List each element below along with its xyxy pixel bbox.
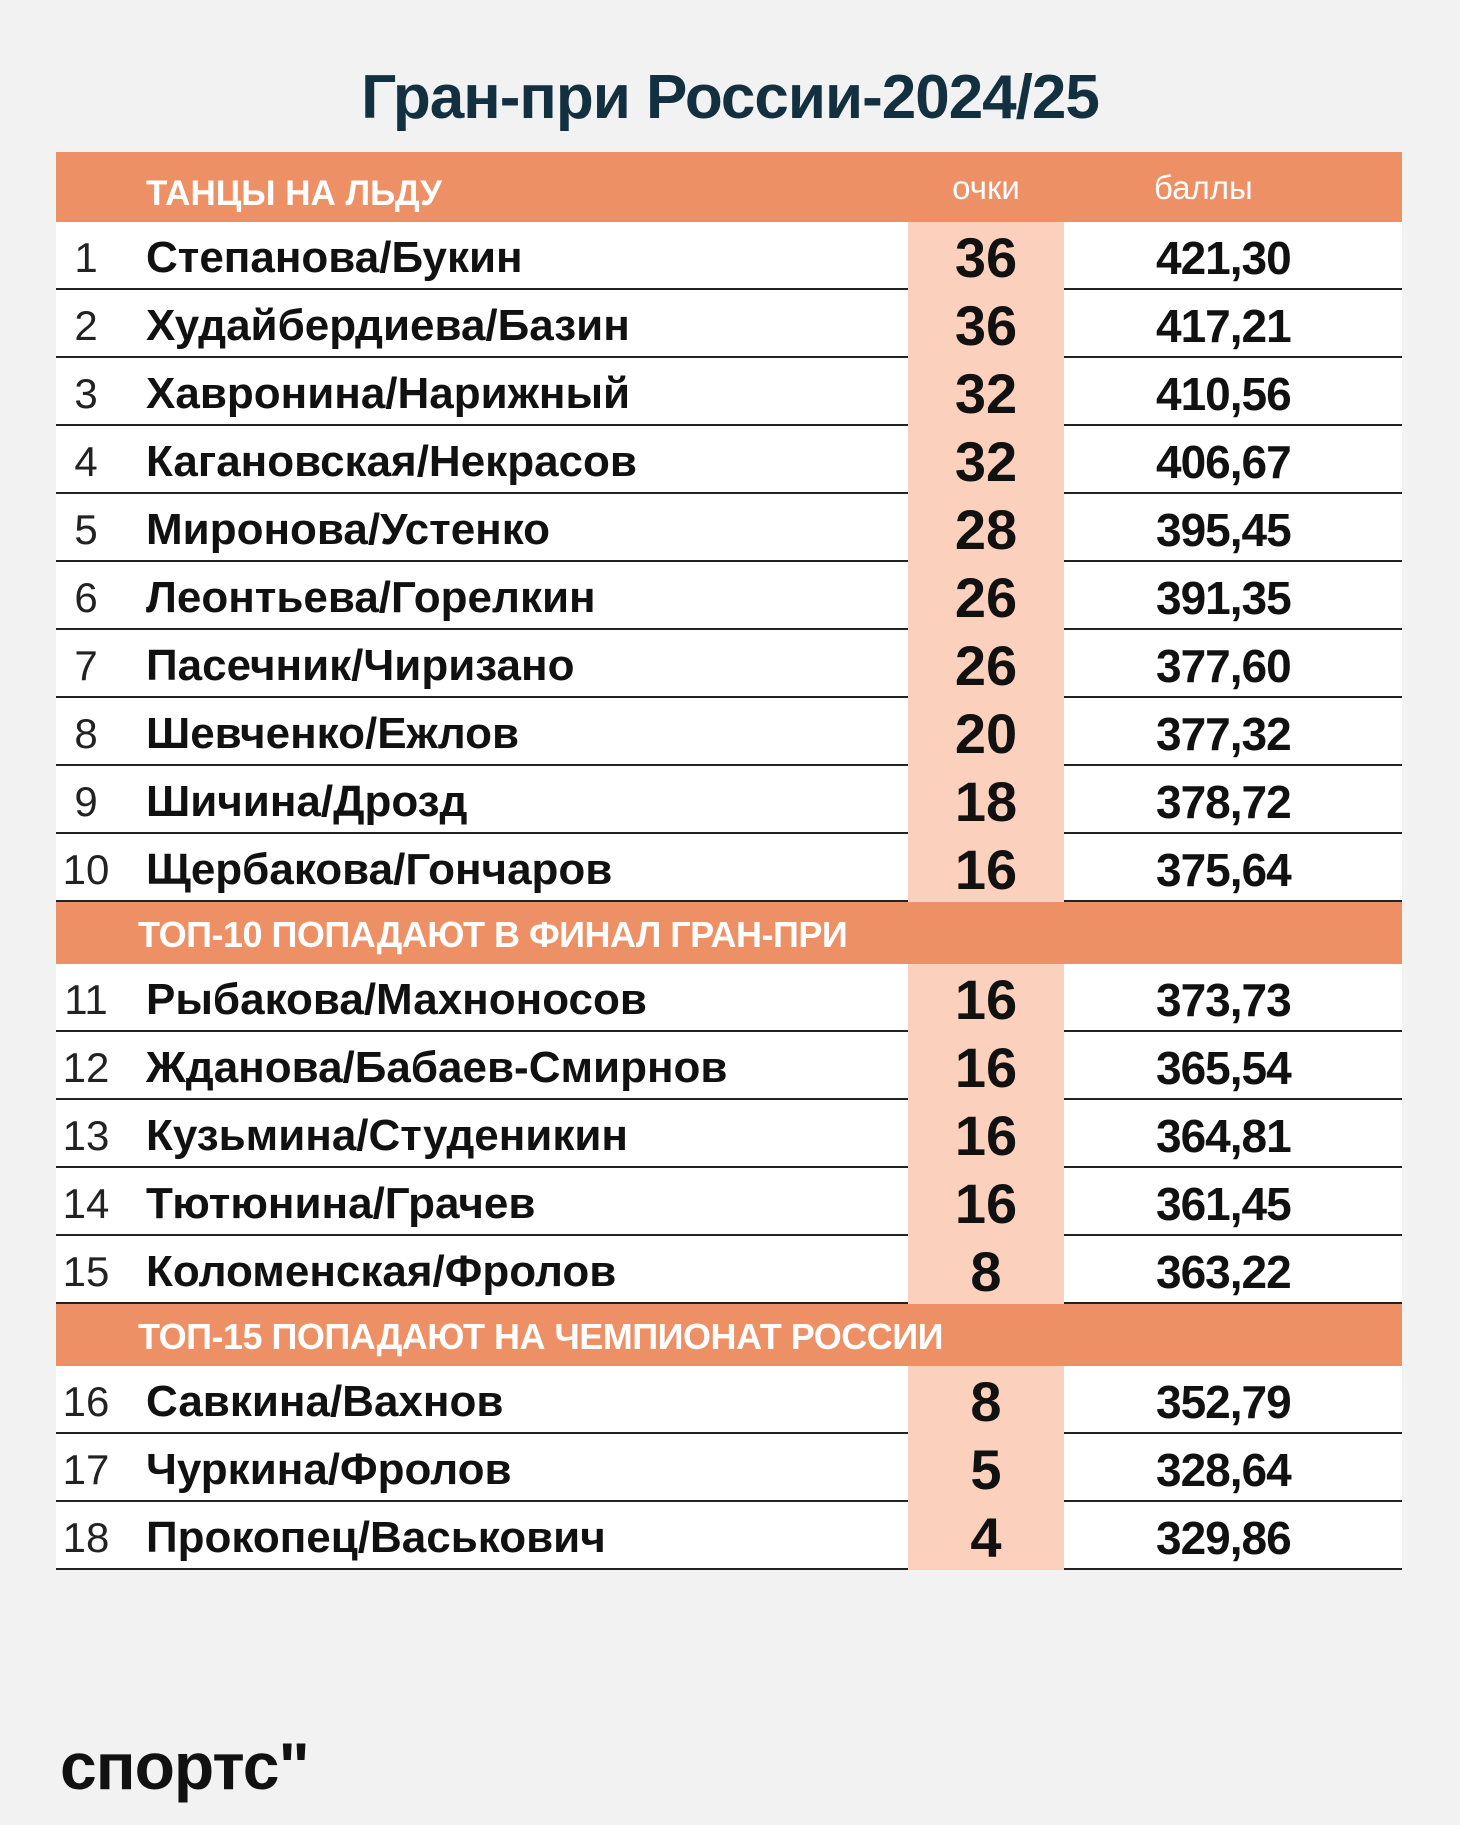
- table-row: [56, 426, 1402, 494]
- separator-text: ТОП-15 ПОПАДАЮТ НА ЧЕМПИОНАТ РОССИИ: [138, 1316, 943, 1357]
- pair-name: Коломенская/Фролов: [146, 1247, 617, 1296]
- points-cell: 16: [908, 964, 1064, 1032]
- score-cell: 417,21: [1156, 300, 1291, 352]
- pair-name: Шичина/Дрозд: [146, 777, 468, 826]
- points-cell: 8: [908, 1236, 1064, 1304]
- table-row: [56, 1502, 1402, 1570]
- points-cell: 5: [908, 1434, 1064, 1502]
- points-cell: 18: [908, 766, 1064, 834]
- rank-cell: 8: [74, 710, 98, 757]
- group-rest: [56, 1366, 1402, 1570]
- separator-grand-prix-final: [56, 902, 1402, 964]
- sports-logo: спортс": [60, 1729, 309, 1803]
- group-top10: [56, 222, 1402, 902]
- rank-cell: 10: [62, 846, 110, 893]
- table-row: [56, 358, 1402, 426]
- score-cell: 328,64: [1156, 1444, 1291, 1496]
- pair-name: Жданова/Бабаев-Смирнов: [146, 1043, 728, 1092]
- discipline-label: ТАНЦЫ НА ЛЬДУ: [146, 174, 442, 213]
- rank-cell: 3: [74, 370, 98, 417]
- score-cell: 410,56: [1156, 368, 1291, 420]
- rank-cell: 17: [62, 1446, 110, 1493]
- score-cell: 365,54: [1156, 1042, 1291, 1094]
- table-row: [56, 1366, 1402, 1434]
- score-cell: 363,22: [1156, 1246, 1291, 1298]
- score-cell: 364,81: [1156, 1110, 1291, 1162]
- points-cell: 36: [908, 290, 1064, 358]
- score-cell: 406,67: [1156, 436, 1291, 488]
- points-cell: 36: [908, 222, 1064, 290]
- rank-cell: 2: [74, 302, 98, 349]
- table-row: [56, 222, 1402, 290]
- separator-russian-championship: [56, 1304, 1402, 1366]
- group-top15: [56, 964, 1402, 1304]
- pair-name: Кагановская/Некрасов: [146, 437, 637, 486]
- table-row: [56, 1168, 1402, 1236]
- score-cell: 377,60: [1156, 640, 1291, 692]
- separator-text: ТОП-10 ПОПАДАЮТ В ФИНАЛ ГРАН-ПРИ: [138, 914, 848, 955]
- rank-cell: 15: [62, 1248, 110, 1295]
- pair-name: Пасечник/Чиризано: [146, 641, 575, 690]
- score-cell: 395,45: [1156, 504, 1291, 556]
- rank-cell: 14: [62, 1180, 110, 1227]
- pair-name: Хавронина/Нарижный: [146, 369, 631, 418]
- pair-name: Худайбердиева/Базин: [146, 301, 630, 350]
- points-cell: 16: [908, 834, 1064, 902]
- table-row: [56, 290, 1402, 358]
- pair-name: Леонтьева/Горелкин: [146, 573, 596, 622]
- rank-cell: 12: [62, 1044, 110, 1091]
- table-header: [56, 152, 1402, 222]
- score-column-header: баллы: [1154, 169, 1253, 206]
- rank-cell: 1: [74, 234, 98, 281]
- points-cell: 20: [908, 698, 1064, 766]
- points-cell: 4: [908, 1502, 1064, 1570]
- page-title: Гран-при России-2024/25: [361, 63, 1099, 132]
- score-cell: 421,30: [1156, 232, 1291, 284]
- table-row: [56, 698, 1402, 766]
- pair-name: Чуркина/Фролов: [146, 1445, 512, 1494]
- table-row: [56, 630, 1402, 698]
- rank-cell: 13: [62, 1112, 110, 1159]
- score-cell: 329,86: [1156, 1512, 1291, 1564]
- points-column-header: очки: [952, 169, 1020, 206]
- points-cell: 32: [908, 426, 1064, 494]
- score-cell: 391,35: [1156, 572, 1291, 624]
- pair-name: Прокопец/Васькович: [146, 1513, 606, 1562]
- pair-name: Щербакова/Гончаров: [146, 845, 613, 894]
- points-cell: 28: [908, 494, 1064, 562]
- pair-name: Рыбакова/Махноносов: [146, 975, 647, 1024]
- pair-name: Савкина/Вахнов: [146, 1377, 504, 1426]
- rank-cell: 9: [74, 778, 98, 825]
- rank-cell: 18: [62, 1514, 110, 1561]
- score-cell: 361,45: [1156, 1178, 1291, 1230]
- table-row: [56, 494, 1402, 562]
- table-row: [56, 1236, 1402, 1304]
- rank-cell: 4: [74, 438, 98, 485]
- rank-cell: 7: [74, 642, 98, 689]
- table-row: [56, 562, 1402, 630]
- table-row: [56, 1100, 1402, 1168]
- pair-name: Шевченко/Ежлов: [146, 709, 520, 758]
- points-cell: 32: [908, 358, 1064, 426]
- score-cell: 373,73: [1156, 974, 1291, 1026]
- standings-table: [56, 152, 1402, 1570]
- rank-cell: 11: [64, 976, 108, 1023]
- table-row: [56, 766, 1402, 834]
- points-cell: 16: [908, 1032, 1064, 1100]
- rank-cell: 16: [62, 1378, 110, 1425]
- table-row: [56, 1032, 1402, 1100]
- rank-cell: 5: [74, 506, 98, 553]
- pair-name: Миронова/Устенко: [146, 505, 551, 554]
- score-cell: 352,79: [1156, 1376, 1291, 1428]
- rank-cell: 6: [74, 574, 98, 621]
- score-cell: 375,64: [1156, 844, 1291, 896]
- pair-name: Тютюнина/Грачев: [146, 1179, 536, 1228]
- pair-name: Степанова/Букин: [146, 233, 523, 282]
- table-row: [56, 834, 1402, 902]
- points-cell: 16: [908, 1100, 1064, 1168]
- score-cell: 377,32: [1156, 708, 1291, 760]
- points-cell: 26: [908, 562, 1064, 630]
- table-row: [56, 964, 1402, 1032]
- table-row: [56, 1434, 1402, 1502]
- points-cell: 8: [908, 1366, 1064, 1434]
- score-cell: 378,72: [1156, 776, 1291, 828]
- points-cell: 16: [908, 1168, 1064, 1236]
- pair-name: Кузьмина/Студеникин: [146, 1111, 629, 1160]
- points-cell: 26: [908, 630, 1064, 698]
